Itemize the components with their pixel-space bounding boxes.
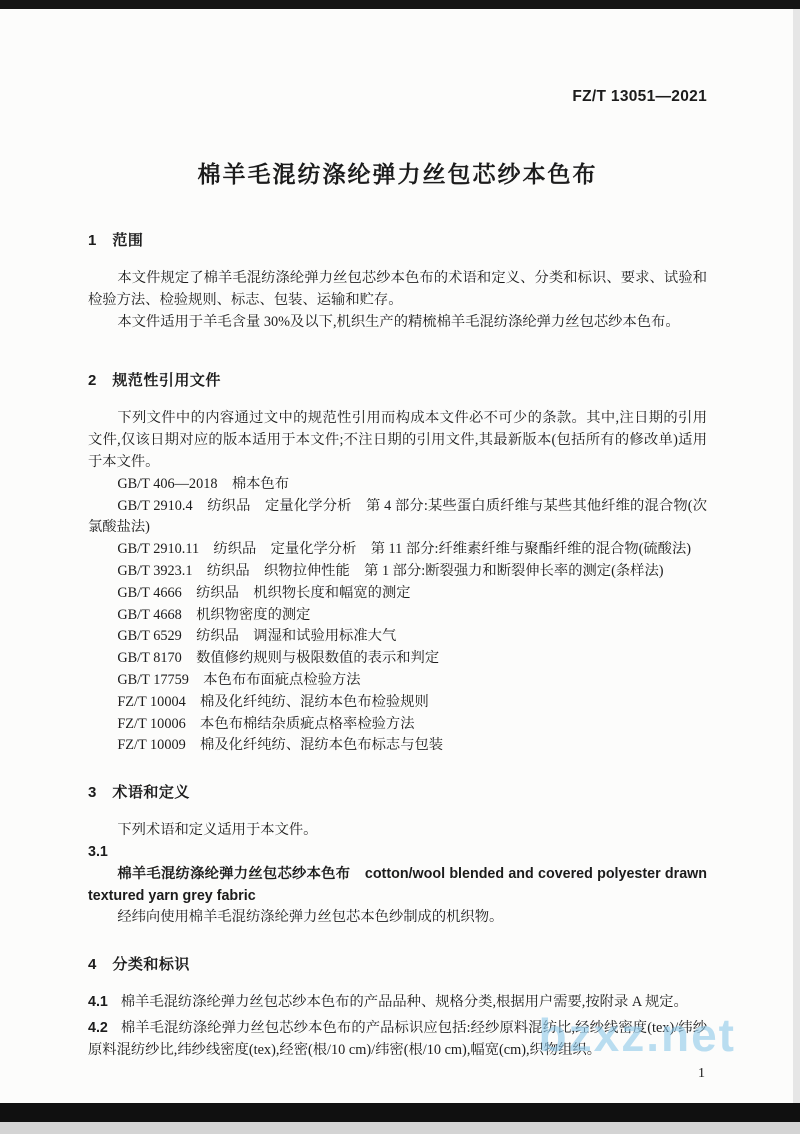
scan-edge-bottom <box>0 1103 800 1122</box>
reference-item: GB/T 2910.11 纺织品 定量化学分析 第 11 部分:纤维素纤维与聚酯纤维的混合物(硫酸法) <box>117 541 692 558</box>
watermark-bzxz: bzxz.net <box>538 1009 736 1061</box>
scope-paragraph-2: 本文件适用于羊毛含量 30%及以下,机织生产的精梳棉羊毛混纺涤纶弹力丝包芯纱本色布。 <box>117 313 680 330</box>
reference-item: FZ/T 10009 棉及化纤纯纺、混纺本色布标志与包装 <box>117 737 444 754</box>
term-title: 棉羊毛混纺涤纶弹力丝包芯纱本色布 cotton/wool blended and covered polyester drawn textured yarn grey fabric <box>88 865 707 904</box>
reference-item: GB/T 406—2018 棉本色布 <box>117 475 290 492</box>
standard-number: FZ/T 13051—2021 <box>572 88 707 105</box>
scan-background-bottom <box>0 1122 800 1134</box>
section-heading-scope: 1 范围 <box>88 232 144 249</box>
section-heading-classification: 4 分类和标识 <box>88 956 190 974</box>
normative-references-intro: 下列文件中的内容通过文中的规范性引用而构成本文件必不可少的条款。其中,注日期的引用文件,仅该日期对应的版本适用于本文件;不注日期的引用文件,其最新版本(包括所有的修改单)适用于本文件。 <box>88 410 707 470</box>
page-number: 1 <box>698 1065 705 1081</box>
clause-text: 棉羊毛混纺涤纶弹力丝包芯纱本色布的产品标识应包括:经纱原料混纺比,经纱线密度(tex)/纬纱原料混纺纱比,纬纱线密度(tex),经密(根/10 cm)/纬密(根/10 cm),幅宽(cm),织物组织。 <box>88 1019 707 1058</box>
reference-item: GB/T 8170 数值修约规则与极限数值的表示和判定 <box>117 650 440 667</box>
term-entry-number: 3.1 <box>88 843 108 860</box>
clause-4-1 <box>88 992 707 1014</box>
reference-item: FZ/T 10006 本色布棉结杂质疵点格率检验方法 <box>117 715 415 732</box>
clause-text: 棉羊毛混纺涤纶弹力丝包芯纱本色布的产品品种、规格分类,根据用户需要,按附录 A 规定。 <box>120 994 688 1011</box>
reference-item: GB/T 2910.4 纺织品 定量化学分析 第 4 部分:某些蛋白质纤维与某些其他纤维的混合物(次氯酸盐法) <box>88 497 707 536</box>
clause-number: 4.1 <box>88 994 108 1011</box>
scan-edge-top <box>0 0 800 9</box>
reference-item: GB/T 3923.1 纺织品 织物拉伸性能 第 1 部分:断裂强力和断裂伸长率的测定(条样法) <box>117 562 664 579</box>
clause-number: 4.2 <box>88 1019 108 1036</box>
reference-item: GB/T 4666 纺织品 机织物长度和幅宽的测定 <box>117 584 411 601</box>
reference-item: GB/T 6529 纺织品 调湿和试验用标准大气 <box>117 628 397 645</box>
term-definition: 经纬向使用棉羊毛混纺涤纶弹力丝包芯本色纱制成的机织物。 <box>117 909 504 926</box>
document-page <box>0 9 793 1103</box>
scope-paragraph-1: 本文件规定了棉羊毛混纺涤纶弹力丝包芯纱本色布的术语和定义、分类和标识、要求、试验和检验方法、检验规则、标志、包装、运输和贮存。 <box>88 270 707 308</box>
reference-item: FZ/T 10004 棉及化纤纯纺、混纺本色布检验规则 <box>117 693 429 710</box>
document-title: 棉羊毛混纺涤纶弹力丝包芯纱本色布 <box>197 161 598 187</box>
section-heading-terms-definitions: 3 术语和定义 <box>88 784 190 802</box>
section-heading-normative-references: 2 规范性引用文件 <box>88 372 221 390</box>
reference-item: GB/T 4668 机织物密度的测定 <box>117 606 311 623</box>
reference-item: GB/T 17759 本色布布面疵点检验方法 <box>117 671 361 688</box>
terms-intro: 下列术语和定义适用于本文件。 <box>117 822 318 839</box>
clause-4-2 <box>88 1018 707 1062</box>
